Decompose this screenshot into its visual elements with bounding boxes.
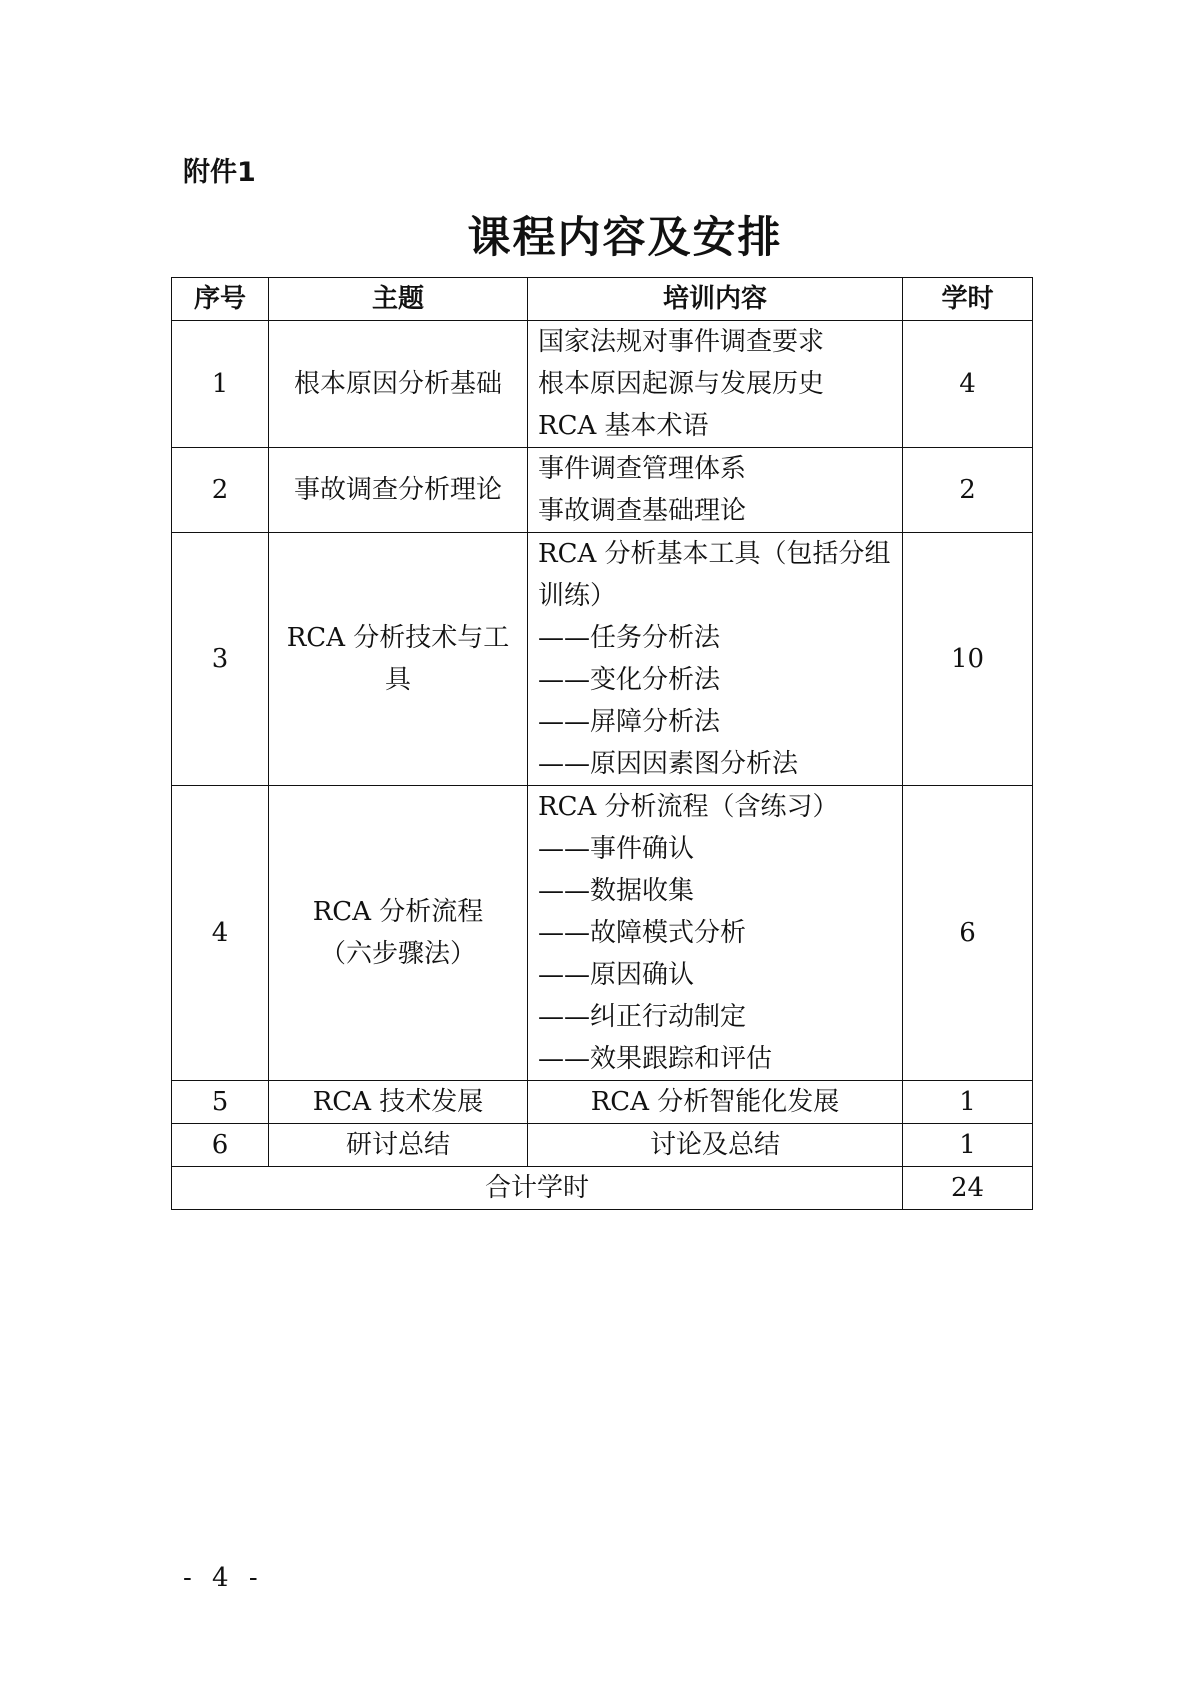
content-line: ——原因确认: [538, 960, 695, 990]
row-hours: 1: [903, 1124, 1033, 1167]
row-content: [528, 448, 903, 533]
course-table: [171, 277, 1033, 1210]
content-line: 事件调查管理体系: [538, 454, 747, 484]
row-number: 6: [172, 1124, 269, 1167]
content-line: ——变化分析法: [538, 665, 721, 695]
row-number: 3: [172, 533, 269, 786]
page-number: - 4 -: [183, 1563, 264, 1593]
row-hours: 4: [903, 321, 1033, 448]
row-number: 1: [172, 321, 269, 448]
row-number: 4: [172, 786, 269, 1081]
row-number: 5: [172, 1081, 269, 1124]
content-line: RCA 分析智能化发展: [590, 1087, 840, 1117]
row-topic: [269, 448, 528, 533]
row-topic: [269, 786, 528, 1081]
table-row: [172, 786, 1033, 1081]
row-topic: [269, 1124, 528, 1167]
row-content: [528, 1124, 903, 1167]
content-line: 事故调查基础理论: [538, 496, 747, 526]
content-line: RCA 分析流程（含练习）: [538, 792, 839, 822]
table-row: [172, 1081, 1033, 1124]
topic-line: 根本原因分析基础: [293, 369, 502, 399]
row-content: [528, 786, 903, 1081]
content-line: ——效果跟踪和评估: [538, 1044, 773, 1074]
table-header-row: [172, 278, 1033, 321]
row-content: [528, 533, 903, 786]
content-line: ——故障模式分析: [538, 918, 747, 948]
content-line: ——原因因素图分析法: [538, 749, 799, 779]
table-row: [172, 1124, 1033, 1167]
attachment-label: 附件1: [183, 157, 256, 188]
row-topic: [269, 533, 528, 786]
content-line: RCA 基本术语: [538, 411, 709, 441]
content-line: 国家法规对事件调查要求: [538, 327, 825, 357]
content-line: ——事件确认: [538, 834, 695, 864]
topic-line: RCA 技术发展: [312, 1087, 484, 1117]
total-label: 合计学时: [172, 1167, 903, 1210]
header-content: 培训内容: [528, 278, 903, 321]
row-topic: [269, 321, 528, 448]
row-topic: [269, 1081, 528, 1124]
row-hours: 10: [903, 533, 1033, 786]
header-no: 序号: [172, 278, 269, 321]
row-content: [528, 321, 903, 448]
topic-line: RCA 分析流程: [312, 897, 484, 927]
total-hours: 24: [903, 1167, 1033, 1210]
row-number: 2: [172, 448, 269, 533]
row-hours: 1: [903, 1081, 1033, 1124]
total-row: [172, 1167, 1033, 1210]
content-line: ——屏障分析法: [538, 707, 721, 737]
content-line: 训练）: [538, 581, 617, 611]
topic-line: （六步骤法）: [319, 939, 476, 969]
row-hours: 2: [903, 448, 1033, 533]
header-topic: 主题: [269, 278, 528, 321]
content-line: 讨论及总结: [649, 1130, 780, 1160]
topic-line: RCA 分析技术与工: [286, 623, 510, 653]
header-hours: 学时: [903, 278, 1033, 321]
table-row: [172, 533, 1033, 786]
row-content: [528, 1081, 903, 1124]
content-line: RCA 分析基本工具（包括分组: [538, 539, 891, 569]
content-line: ——数据收集: [538, 876, 695, 906]
topic-line: 具: [384, 665, 411, 695]
topic-line: 事故调查分析理论: [293, 475, 502, 505]
content-line: ——任务分析法: [538, 623, 721, 653]
document-title: 课程内容及安排: [467, 213, 783, 263]
table-row: [172, 448, 1033, 533]
content-line: 根本原因起源与发展历史: [538, 369, 825, 399]
topic-line: 研讨总结: [345, 1130, 450, 1160]
table-row: [172, 321, 1033, 448]
content-line: ——纠正行动制定: [538, 1002, 747, 1032]
row-hours: 6: [903, 786, 1033, 1081]
